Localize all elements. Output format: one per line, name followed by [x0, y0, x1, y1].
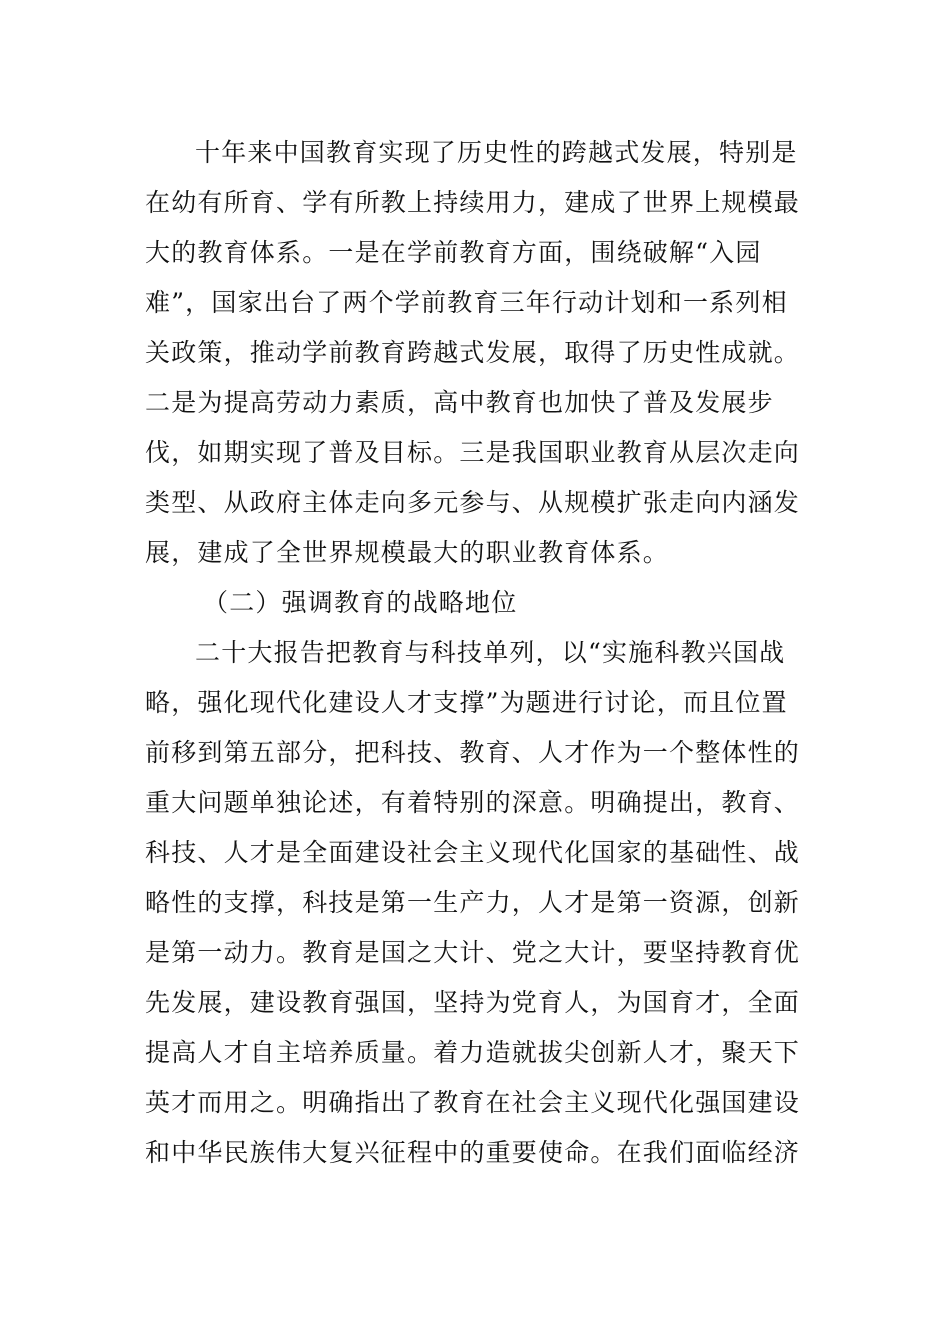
paragraph-2-line-5: 科技、人才是全面建设社会主义现代化国家的基础性、战	[145, 838, 801, 867]
paragraph-2-line-2: 略，强化现代化建设人才支撑”为题进行讨论，而且位置	[145, 688, 788, 717]
paragraph-2-line-8: 先发展，建设教育强国，坚持为党育人，为国育才，全面	[145, 988, 801, 1017]
paragraph-2-line-11: 和中华民族伟大复兴征程中的重要使命。在我们面临经济	[145, 1138, 801, 1167]
paragraph-2-line-6: 略性的支撑，科技是第一生产力，人才是第一资源，创新	[145, 888, 801, 917]
paragraph-1-line-6: 二是为提高劳动力素质，高中教育也加快了普及发展步	[145, 388, 774, 417]
paragraph-1-line-1: 十年来中国教育实现了历史性的跨越式发展，特别是	[195, 138, 798, 167]
section-heading: （二）强调教育的战略地位	[203, 588, 518, 617]
paragraph-1-line-3: 大的教育体系。一是在学前教育方面，围绕破解“入园	[145, 238, 762, 267]
paragraph-1-line-5: 关政策，推动学前教育跨越式发展，取得了历史性成就。	[145, 338, 801, 367]
paragraph-2-line-10: 英才而用之。明确指出了教育在社会主义现代化强国建设	[145, 1088, 801, 1117]
paragraph-2-line-7: 是第一动力。教育是国之大计、党之大计，要坚持教育优	[145, 938, 801, 967]
paragraph-1-line-9: 展，建成了全世界规模最大的职业教育体系。	[145, 538, 670, 567]
paragraph-2-line-1: 二十大报告把教育与科技单列，以“实施科教兴国战	[195, 638, 786, 667]
paragraph-2-line-4: 重大问题单独论述，有着特别的深意。明确提出，教育、	[145, 788, 801, 817]
paragraph-1-line-7: 伐，如期实现了普及目标。三是我国职业教育从层次走向	[145, 438, 801, 467]
paragraph-1-line-2: 在幼有所育、学有所教上持续用力，建成了世界上规模最	[145, 188, 801, 217]
paragraph-2-line-3: 前移到第五部分，把科技、教育、人才作为一个整体性的	[145, 738, 801, 767]
paragraph-1-line-8: 类型、从政府主体走向多元参与、从规模扩张走向内涵发	[145, 488, 801, 517]
paragraph-1-line-4: 难”，国家出台了两个学前教育三年行动计划和一系列相	[145, 288, 788, 317]
document-body	[145, 128, 801, 1178]
paragraph-2-line-9: 提高人才自主培养质量。着力造就拔尖创新人才，聚天下	[145, 1038, 801, 1067]
